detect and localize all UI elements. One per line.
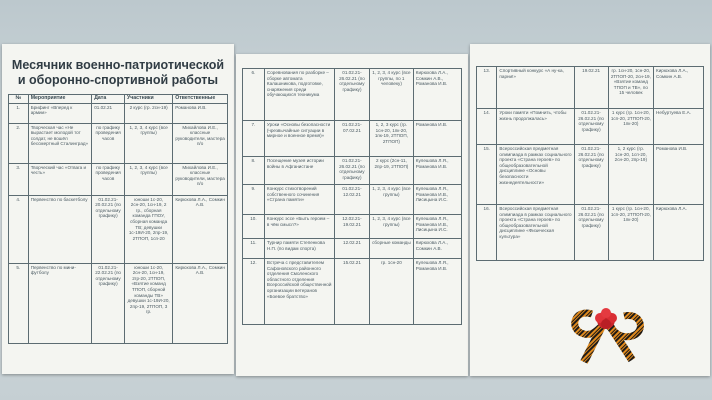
row-responsible: Михайлова И.Е., классные руководители, мастера п/о: [173, 163, 228, 195]
row-date: 01.02.21-26.02.21 (по отдельному графику): [574, 205, 608, 261]
row-event: Творческая час «Не вырастает молодой тот солдат, не вошёл бессмертный Сталинград»: [28, 123, 92, 163]
row-date: 01.02.21-26.02.21 (по отдельному графику): [574, 109, 608, 145]
table-row: [9, 163, 228, 195]
row-event: Всероссийская предметная олимпиада в рамках социального проекта «Страна героев» по общеобразовательной дисциплине «Физическая культура»: [497, 205, 574, 261]
page-title: [6, 58, 230, 88]
table-row: [243, 69, 462, 121]
row-participants: 2 курс (гр. 2сн-19): [125, 103, 173, 123]
row-responsible: Романова И.В.: [413, 121, 461, 157]
row-event: Уроки «Основы безопасности (чрезвычайные ситуации в мирное и военное время)»: [264, 121, 334, 157]
row-participants: 1 курс (гр. 1сн-20, 1сп-20, 2ТПОП-20, 1пк-20): [608, 109, 653, 145]
table-row: [243, 157, 462, 185]
table-row: [477, 205, 704, 261]
row-number: 5.: [9, 263, 29, 343]
row-responsible: Небуртуева Е.А.: [654, 109, 704, 145]
row-event: Брифинг «Вперед к армии»: [28, 103, 92, 123]
row-number: 7.: [243, 121, 265, 157]
row-date: 12.02.21: [334, 239, 369, 259]
table-row: [477, 145, 704, 205]
row-participants: 1, 2, 3, 4 курс (все группы): [125, 123, 173, 163]
row-number: 3.: [9, 163, 29, 195]
row-responsible: Кирюхова Л.А., Сомкин А.В.: [173, 263, 228, 343]
table-row: [9, 195, 228, 263]
table-row: [243, 239, 462, 259]
row-responsible: Кирюхова Л.А., Сомкин А.В.: [413, 239, 461, 259]
row-date: 01.02.21-20.02.21 (по отдельному графику): [92, 195, 125, 263]
title-line-1: Месячник военно-патриотической: [11, 58, 225, 72]
row-participants: сборные команды: [370, 239, 414, 259]
row-event: Встреча с представителем Сафоновского районного отделения Смоленского областного отделения Всероссийской общественной организации ветеранов «Боевое братство»: [264, 259, 334, 325]
row-number: 4.: [9, 195, 29, 263]
st-george-ribbon-icon: [562, 300, 652, 370]
row-participants: 2 курс (2сн-11, 2пр-19, 2ТПОП): [370, 157, 414, 185]
row-participants: 1, 2, 3, 4 курс (все группы): [125, 163, 173, 195]
row-participants: 1, 2 курс (гр. 1сн-20, 1сп-20, 2сн-20, 2пр-19): [608, 145, 653, 205]
header-participants: Участники: [125, 95, 173, 104]
row-participants: гр. 1сн-20: [370, 259, 414, 325]
row-date: 01.02.21: [92, 103, 125, 123]
row-participants: 1, 2, 3 курс (гр. 1сн-20, 1пк-20, 1пк-19, 2ТПОП, 2ТПОП): [370, 121, 414, 157]
row-date: по графику проведения часов: [92, 123, 125, 163]
table-row: [477, 109, 704, 145]
table-row: [9, 123, 228, 163]
row-number: 14.: [477, 109, 497, 145]
row-date: 01.02.21-26.02.21 (по отдельному графику): [334, 69, 369, 121]
row-number: 1.: [9, 103, 29, 123]
row-date: по графику проведения часов: [92, 163, 125, 195]
sheet-page-2: [236, 54, 468, 376]
table-row: [9, 103, 228, 123]
row-responsible: Кирюхова Л.А., Сомкин А.В., Романова И.В.: [413, 69, 461, 121]
row-event: Конкурс эссе «Быть героем – в чём смысл?»: [264, 215, 334, 239]
row-event: Спортивный конкурс «А ну-ка, парни!»: [497, 67, 574, 109]
row-date: 01.02.21-22.02.21 (по отдельному графику): [92, 263, 125, 343]
row-participants: 1 курс (гр. 1сн-20, 1сп-20, 2ТПОП-20, 1пк-20): [608, 205, 653, 261]
row-date: 01.02.21-26.02.21 (по отдельному графику): [574, 145, 608, 205]
row-event: Посещение музея истории войны в Афганистане: [264, 157, 334, 185]
row-event: Первенство по мини-футболу: [28, 263, 92, 343]
row-number: 2.: [9, 123, 29, 163]
row-event: Конкурс стихотворений собственного сочинения «Страна памяти»: [264, 185, 334, 215]
table-row: [243, 121, 462, 157]
row-responsible: Кирюхова Л.А., Сомкин А.В.: [173, 195, 228, 263]
row-participants: 1, 2, 3, 4 курс (все группы): [370, 185, 414, 215]
row-date: 01.02.21-07.02.21: [334, 121, 369, 157]
header-event: Мероприятие: [28, 95, 92, 104]
table-header-row: [9, 95, 228, 104]
row-participants: гр. 1сн-20, 1сн-20, 2ТПОП-20, 2сн-19, «Взятие команд ТПОП и ТВ», по 15 человек: [608, 67, 653, 109]
row-date: 19.02.21: [574, 67, 608, 109]
row-number: 6.: [243, 69, 265, 121]
row-participants: 1, 2, 3, 4 курс (все группы): [370, 215, 414, 239]
row-number: 15.: [477, 145, 497, 205]
row-event: Турнир памяти Степенкова Н.П. (по видам спорта): [264, 239, 334, 259]
events-table-2: [242, 68, 462, 325]
row-number: 10.: [243, 215, 265, 239]
table-row: [477, 67, 704, 109]
row-responsible: Кирюхова Л.А., Сомкин А.В.: [654, 67, 704, 109]
header-responsible: Ответственные: [173, 95, 228, 104]
row-date: 15.02.21: [334, 259, 369, 325]
row-participants: 1, 2, 3, 4 курс (все группы, по 1 человеку): [370, 69, 414, 121]
events-table-1: [8, 94, 228, 344]
row-responsible: Михайлова И.Е., классные руководители, мастера п/о: [173, 123, 228, 163]
row-number: 13.: [477, 67, 497, 109]
title-line-2: и оборонно-спортивной работы: [17, 73, 219, 87]
row-date: 01.02.21-26.02.21 (по отдельному графику): [334, 157, 369, 185]
header-date: Дата: [92, 95, 125, 104]
table-row: [243, 215, 462, 239]
row-event: Творческий час «Отвага и честь»: [28, 163, 92, 195]
table-row: [9, 263, 228, 343]
row-participants: юноши 1с-20, 2сн-20, 1сн-19, 2гр-20, 2ТПОП, «Взятие команд ТПОП, сборной команды ТВ» девушки 1с-19И-20, 2пр-19, 2ТПОП, 3 гр.: [125, 263, 173, 343]
row-participants: юноши 1с-20, 2сн-20, 1сн-19, 2 гр., сборная команда ГПОУ, сборная команда ТВ; девушки 1с-19И-20, 2пр-19, 2ТПОП, 1сп-20: [125, 195, 173, 263]
table-row: [243, 185, 462, 215]
sheet-page-1: [2, 44, 234, 374]
row-date: 01.02.21-12.02.21: [334, 185, 369, 215]
row-event: Соревнования по разборке – сборке автомата Калашникова, подготовке, снаряжения среди обучающихся техникума: [264, 69, 334, 121]
row-number: 11.: [243, 239, 265, 259]
row-event: Уроки памяти «Помнить, чтобы жизнь продолжалась»: [497, 109, 574, 145]
row-responsible: Кулешова Л.Я., Романова И.В., Лисицына И.С.: [413, 215, 461, 239]
row-number: 12.: [243, 259, 265, 325]
row-number: 9.: [243, 185, 265, 215]
row-number: 8.: [243, 157, 265, 185]
events-table-3: [476, 66, 704, 261]
table-row: [243, 259, 462, 325]
row-responsible: Романова И.В.: [654, 145, 704, 205]
row-event: Первенство по баскетболу: [28, 195, 92, 263]
header-number: №: [9, 95, 29, 104]
row-responsible: Романова И.В.: [173, 103, 228, 123]
row-date: 12.02.21-19.02.21: [334, 215, 369, 239]
row-responsible: Кулешова Л.Я., Романова И.В.: [413, 259, 461, 325]
row-number: 16.: [477, 205, 497, 261]
row-event: Всероссийская предметная олимпиада в рамках социального проекта «Страна героев» по общеобразовательной дисциплине «Основы безопасности жизнедеятельности»: [497, 145, 574, 205]
row-responsible: Кирюхова Л.А.: [654, 205, 704, 261]
row-responsible: Кулешова Л.Я., Романова И.В.: [413, 157, 461, 185]
row-responsible: Кулешова Л.Я., Романова И.В., Лисицына И.С.: [413, 185, 461, 215]
